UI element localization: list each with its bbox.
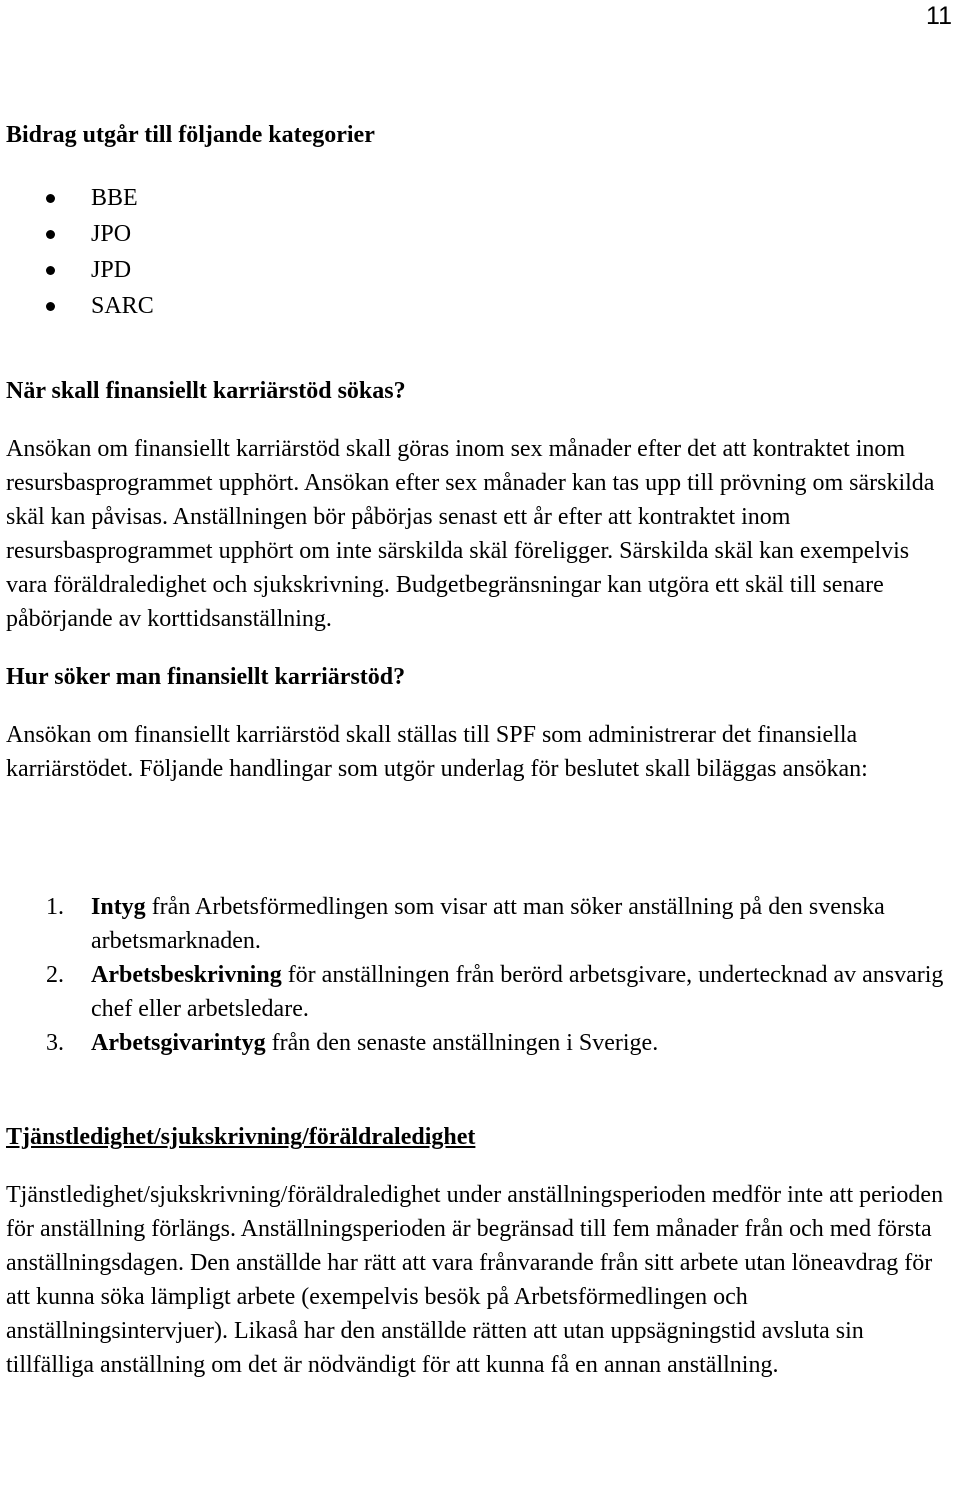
document-body — [6, 118, 956, 1382]
list-item-label: JPO — [91, 221, 132, 247]
section-heading-categories: Bidrag utgår till följande kategorier — [6, 122, 375, 148]
spacer — [6, 1154, 956, 1178]
spacer — [6, 408, 956, 432]
bullet-icon — [46, 194, 55, 203]
bullet-icon — [46, 302, 55, 311]
spacer — [6, 636, 956, 660]
list-item-label: JPD — [91, 257, 132, 283]
bullet-icon — [46, 266, 55, 275]
list-item — [6, 958, 956, 1026]
list-item-bold: Arbetsbeskrivning — [91, 962, 282, 988]
section-heading-when: När skall finansiellt karriärstöd sökas? — [6, 378, 406, 404]
spacer — [6, 786, 956, 890]
list-item — [6, 1026, 956, 1060]
list-number: 3. — [46, 1030, 64, 1056]
spacer — [6, 324, 956, 374]
list-item-text: för anställningen från berörd arbetsgivare, undertecknad av ansvarig chef eller arbetsledare. — [91, 962, 944, 1022]
list-item-bold: Intyg — [91, 894, 146, 920]
section-heading-how: Hur söker man finansiellt karriärstöd? — [6, 664, 406, 690]
list-number: 2. — [46, 962, 64, 988]
attachment-list — [6, 890, 956, 1060]
category-list — [6, 180, 956, 324]
list-item — [6, 252, 956, 288]
list-item — [6, 180, 956, 216]
spacer — [6, 1060, 956, 1120]
list-item-label: BBE — [91, 185, 138, 211]
list-item-text: från den senaste anställningen i Sverige. — [265, 1030, 659, 1056]
paragraph-how: Ansökan om finansiellt karriärstöd skall ställas till SPF som administrerar det finansiella karriärstödet. Följande handlingar som utgör underlag för beslutet skall biläggas ansökan: — [6, 722, 868, 782]
section-heading-leave: Tjänstledighet/sjukskrivning/föräldraledighet — [6, 1124, 476, 1150]
page-number: 11 — [926, 2, 952, 30]
paragraph-when: Ansökan om finansiellt karriärstöd skall göras inom sex månader efter det att kontraktet inom resursbasprogrammet upphört. Ansökan efter sex månader kan tas upp till prövning om särskilda skäl kan påvisas. Anställningen bör påbörjas senast ett år efter att kontraktet inom resursbasprogrammet upphört om inte särskilda skäl föreligger. Särskilda skäl kan exempelvis vara föräldraledighet och sjukskrivning. Budgetbegränsningar kan utgöra ett skäl till senare påbörjande av korttidsanställning. — [6, 436, 935, 632]
spacer — [6, 694, 956, 718]
list-item — [6, 288, 956, 324]
paragraph-leave: Tjänstledighet/sjukskrivning/föräldraledighet under anställningsperioden medför inte att perioden för anställning förlängs. Anställningsperioden är begränsad till fem månader från och med första anställningsdagen. Den anställde har rätt att vara frånvarande från sitt arbete utan löneavdrag för att kunna söka lämpligt arbete (exempelvis besök på Arbetsförmedlingen och anställningsintervjuer). Likaså har den anställde rätten att utan uppsägningstid avsluta sin tillfälliga anställning om det är nödvändigt för att kunna få en annan anställning. — [6, 1182, 944, 1378]
list-item — [6, 890, 956, 958]
list-item-text: från Arbetsförmedlingen som visar att man söker anställning på den svenska arbetsmarknaden. — [91, 894, 885, 954]
list-number: 1. — [46, 894, 64, 920]
list-item-bold: Arbetsgivarintyg — [91, 1030, 266, 1056]
list-item-label: SARC — [91, 293, 154, 319]
bullet-icon — [46, 230, 55, 239]
list-item — [6, 216, 956, 252]
